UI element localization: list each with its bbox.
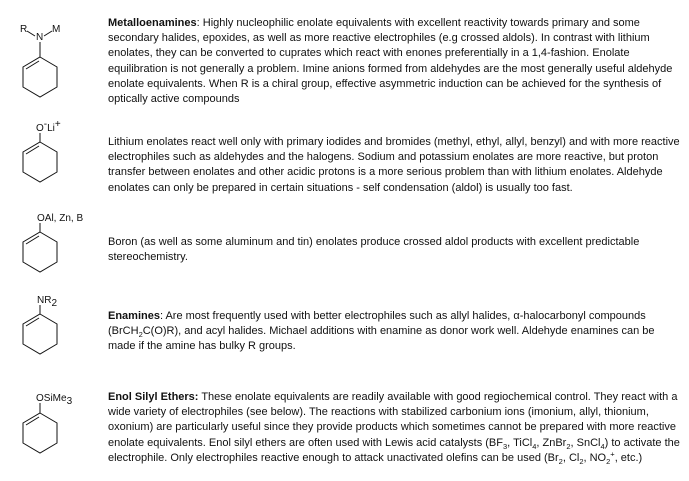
enamines-term: Enamines xyxy=(108,310,160,322)
osime3-label: OSiMe3 xyxy=(36,393,73,407)
lithium-enolate-o-label: O-Li+ xyxy=(36,120,61,134)
metal-enolate-structure xyxy=(0,210,100,280)
lithium-enolate-structure xyxy=(0,120,100,190)
metalloenamines-term: Metalloenamines xyxy=(108,17,197,29)
metalloenamines-text: : Highly nucleophilic enolate equivalents with excellent reactivity towards primary and some secondary halides, epoxides, as well as more reactive electrophiles (e.g crossed aldols). In contrast with lithium enolates, they can be converted to cuprates which react with enones preferentially in a 1,4-fashion. Enolate equilibration is not generally a problem. Imine anions formed from aldehydes are the most generally useful aldehyde enolate equivalents. When R is a chiral group, effective asymmetric induction can be achieved for the synthesis of optically active compounds xyxy=(108,17,673,106)
enamines-paragraph: Enamines: Are most frequently used with better electrophiles such as allyl halides, α-halocarbonyl compounds (BrCH$_2$C(O)R), and acyl halides. Michael additions with enamine as donor work well. Aldehyde enamines can be made if the amine has bulky R groups. xyxy=(108,310,655,353)
m-label: M xyxy=(52,24,61,35)
metalloenamines-paragraph xyxy=(108,16,680,107)
r-label: R xyxy=(20,24,28,35)
lithium-enolates-paragraph xyxy=(108,135,680,196)
alpha-symbol: α xyxy=(513,310,520,322)
boron-enolates-text: Boron (as well as some aluminum and tin) enolates produce crossed aldol products with excellent predictable stereochemistry. xyxy=(108,236,640,264)
enol-silyl-ether-structure xyxy=(0,388,100,460)
metalloenamine-structure xyxy=(0,14,100,104)
enol-silyl-ethers-term: Enol Silyl Ethers: xyxy=(108,391,199,403)
metal-enolate-label: OAl, Zn, B xyxy=(37,213,84,224)
enamine-structure xyxy=(0,290,100,360)
boron-enolates-paragraph xyxy=(108,235,680,265)
n-label: N xyxy=(36,32,44,43)
lithium-enolates-text: Lithium enolates react well only with primary iodides and bromides (methyl, ethyl, allyl, benzyl) and with more reactive electrophiles such as aldehydes and the halogens. Sodium and potassium enolates are more reactive, but proton transfer between enolates and other acidic protons is a more serious problem than with lithium enolates. Aldehyde enolates can only be prepared in certain situations - self condensation (aldol) is usually too fast. xyxy=(108,136,680,194)
enol-silyl-ethers-paragraph: Enol Silyl Ethers: These enolate equivalents are readily available with good regiochemical control. They react with a wide variety of electrophiles (see below). The reactions with stabilized carbonium ions (imonium, allyl, thionium, oxonium) are particularly useful since they provide products which sometimes cannot be prepared with more reactive enolate equivalents. Enol silyl ethers are often used with Lewis acid catalysts ($BF_3$, TiCl$_4$, ZnBr$_2$, SnCl$_4$) to activate the electrophile. Only electrophiles reactive enough to attack unactivated olefins can be used ($Br_2$, $Cl_2$, $NO_2^+$, etc.) xyxy=(108,391,680,466)
enamine-nr2-label: NR2 xyxy=(37,295,58,309)
